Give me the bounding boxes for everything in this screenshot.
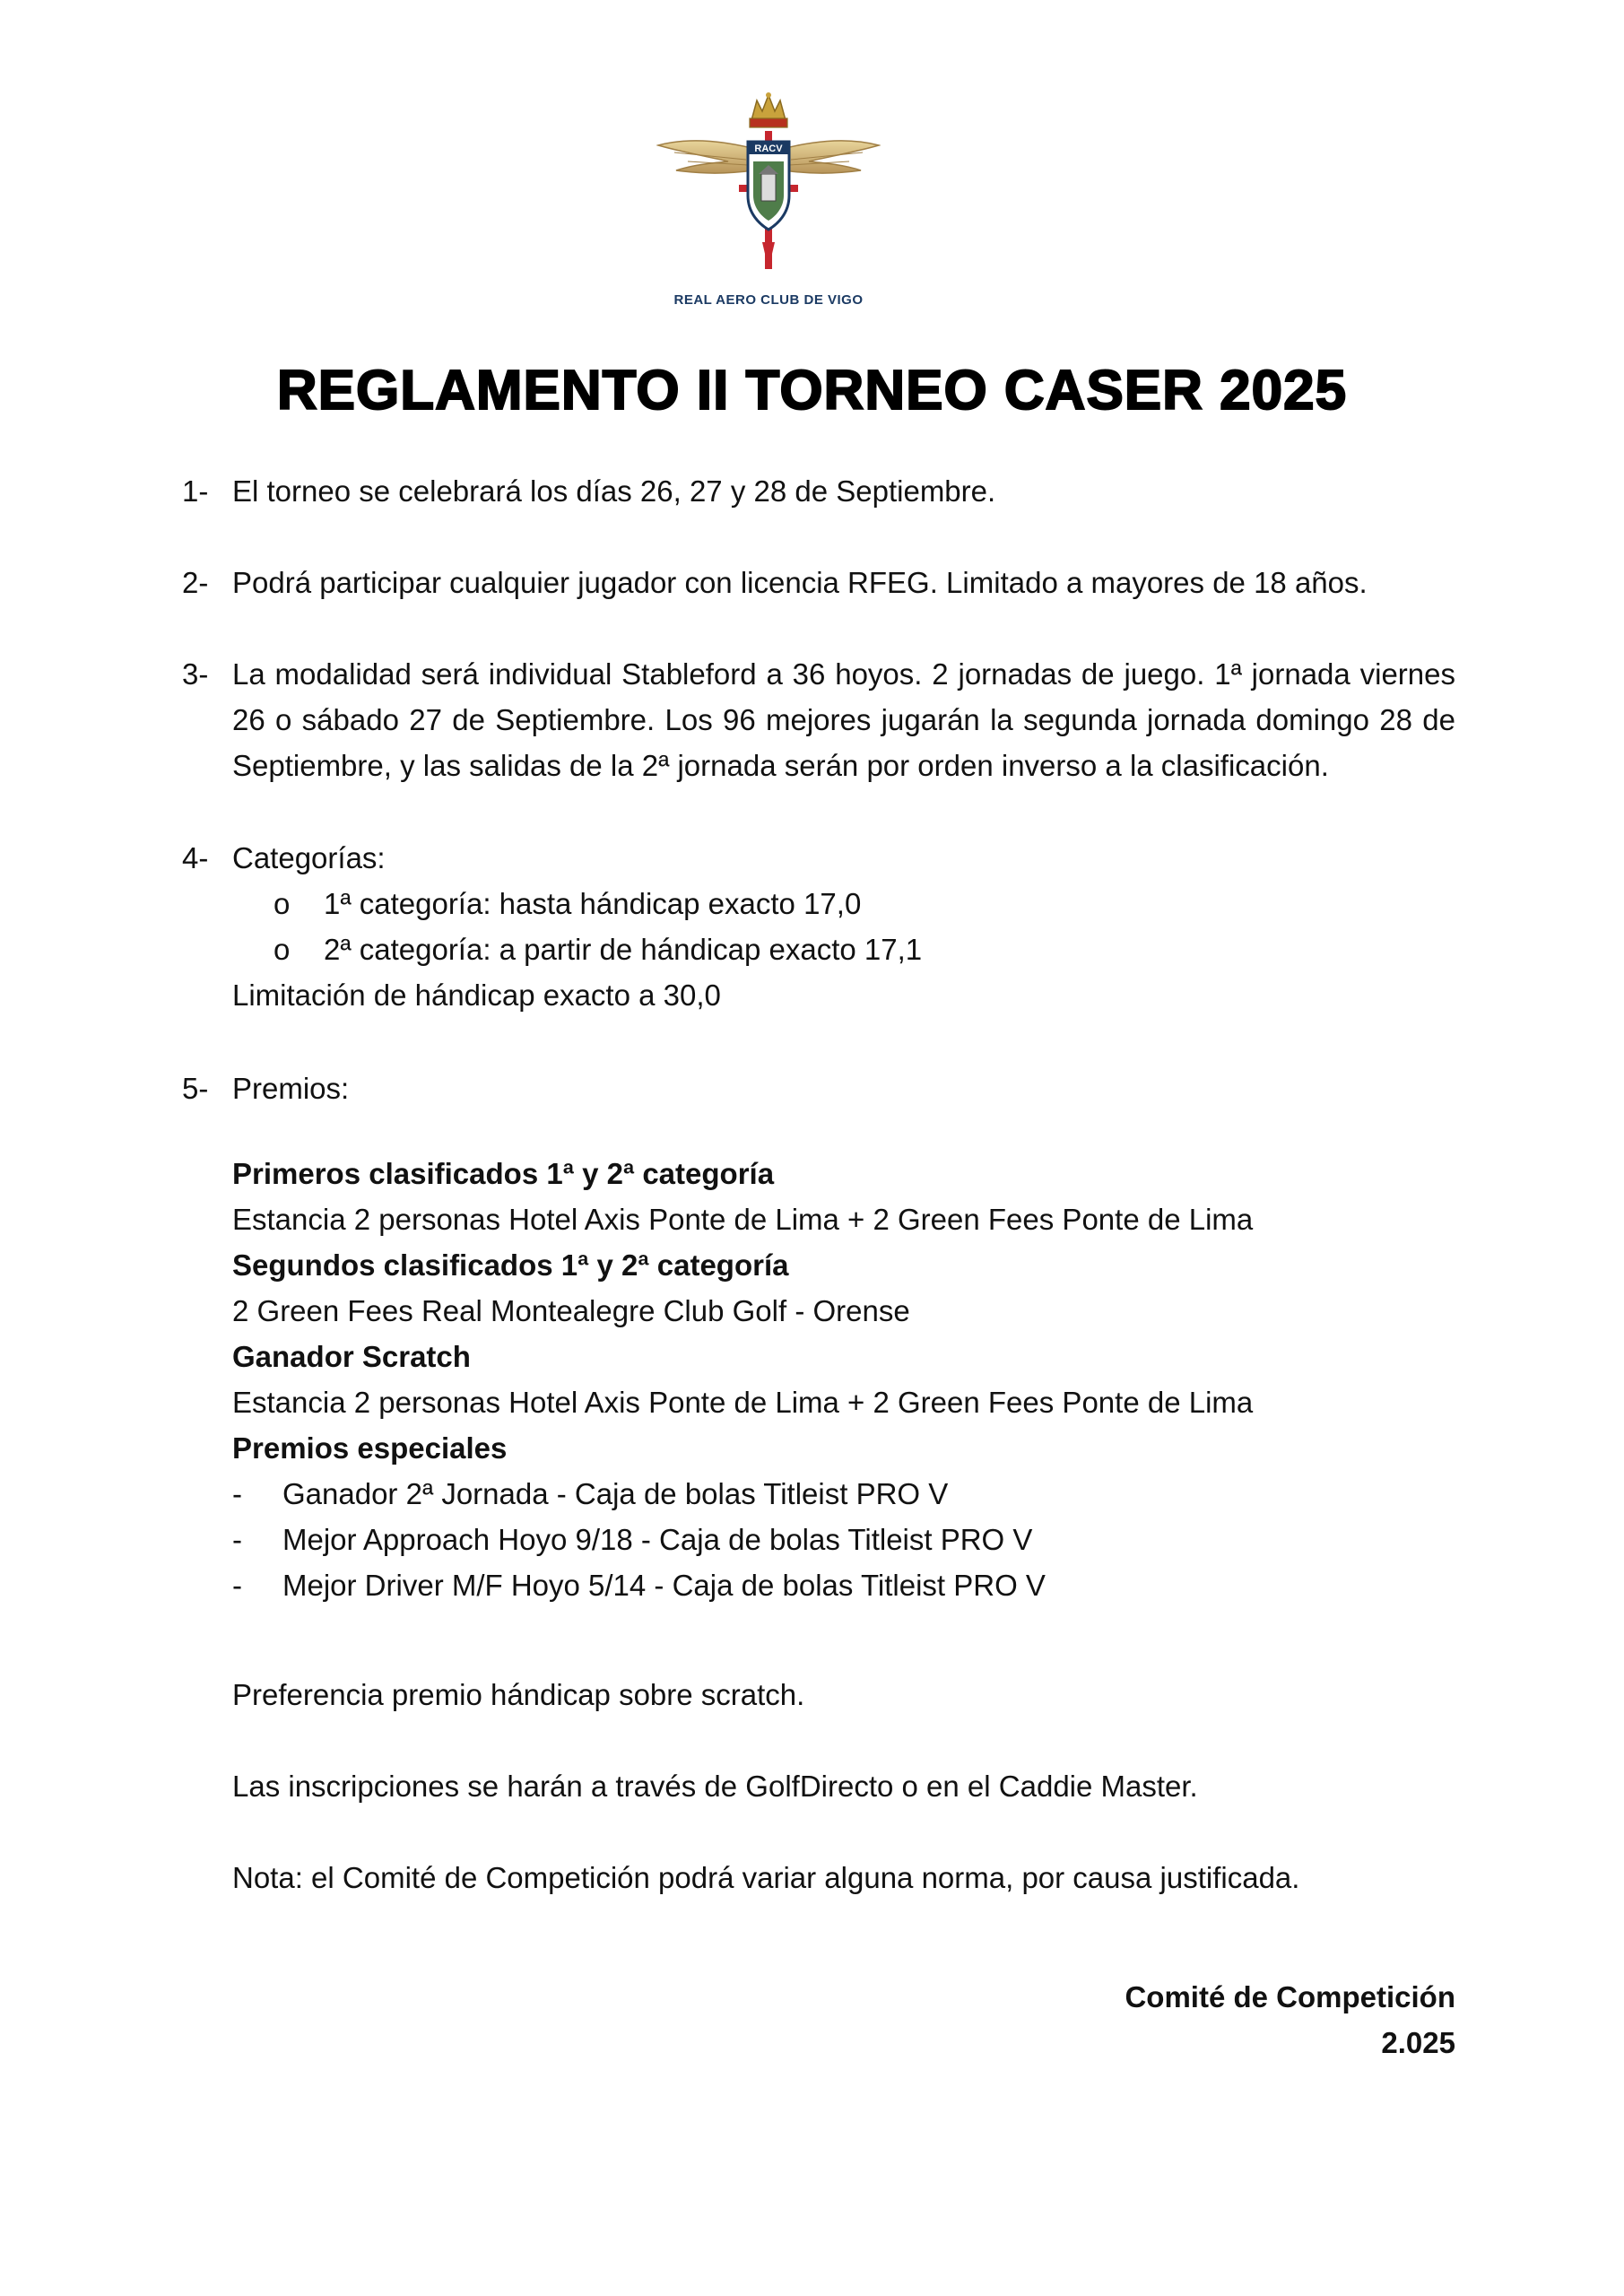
winged-shield-crown-icon xyxy=(656,90,881,296)
dash-bullet: - xyxy=(232,1523,242,1556)
category-item xyxy=(232,881,1455,926)
signature-committee: Comité de Competición xyxy=(1125,1980,1455,2013)
special-prize-item xyxy=(232,1562,1455,1608)
rule-text: Podrá participar cualquier jugador con licencia RFEG. Limitado a mayores de 18 años. xyxy=(232,566,1368,599)
preference-note: Preferencia premio hándicap sobre scratch. xyxy=(232,1678,805,1711)
prize-text: Estancia 2 personas Hotel Axis Ponte de Lima + 2 Green Fees Ponte de Lima xyxy=(232,1203,1254,1236)
category-item xyxy=(232,926,1455,972)
category-text: 1ª categoría: hasta hándicap exacto 17,0 xyxy=(324,887,862,920)
circle-bullet-icon: o xyxy=(274,887,291,920)
rule-text: Premios: xyxy=(232,1072,350,1105)
category-text: 2ª categoría: a partir de hándicap exacto 17,1 xyxy=(324,933,923,966)
special-prize-item xyxy=(232,1517,1455,1562)
registration-note: Las inscripciones se harán a través de GolfDirecto o en el Caddie Master. xyxy=(232,1770,1198,1803)
prize-text: Estancia 2 personas Hotel Axis Ponte de Lima + 2 Green Fees Ponte de Lima xyxy=(232,1386,1254,1419)
rule-number: 1- xyxy=(182,474,209,508)
rule-number: 5- xyxy=(182,1072,209,1105)
special-prize-text: Mejor Approach Hoyo 9/18 - Caja de bolas Titleist PRO V xyxy=(282,1523,1033,1556)
prize-heading: Primeros clasificados 1ª y 2ª categoría xyxy=(232,1157,775,1190)
prize-heading: Premios especiales xyxy=(232,1431,508,1465)
prize-heading: Segundos clasificados 1ª y 2ª categoría xyxy=(232,1248,789,1282)
rule-number: 3- xyxy=(182,657,209,691)
special-prize-text: Ganador 2ª Jornada - Caja de bolas Titleist PRO V xyxy=(282,1477,949,1510)
rule-number: 4- xyxy=(182,841,209,874)
prize-heading: Ganador Scratch xyxy=(232,1340,471,1373)
competition-note: Nota: el Comité de Competición podrá variar alguna norma, por causa justificada. xyxy=(232,1861,1300,1894)
dash-bullet: - xyxy=(232,1569,242,1602)
svg-text:RACV: RACV xyxy=(754,144,783,154)
document-title: REGLAMENTO II TORNEO CASER 2025 xyxy=(276,360,1348,422)
club-logo xyxy=(656,90,881,323)
rule-text: El torneo se celebrará los días 26, 27 y 28 de Septiembre. xyxy=(232,474,996,508)
rule-text: La modalidad será individual Stableford a 36 hoyos. 2 jornadas de juego. 1ª jornada viernes 26 o sábado 27 de Septiembre. Los 96 mejores jugarán la segunda jornada domingo 28 de Septiembre, y las salidas de la 2ª jornada serán por orden inverso a la clasificación. xyxy=(232,657,1455,782)
handicap-limit-note: Limitación de hándicap exacto a 30,0 xyxy=(232,978,721,1012)
dash-bullet: - xyxy=(232,1477,242,1510)
rule-content xyxy=(232,835,1455,1018)
logo-caption: REAL AERO CLUB DE VIGO xyxy=(673,292,864,308)
prize-text: 2 Green Fees Real Montealegre Club Golf - Orense xyxy=(232,1294,910,1327)
circle-bullet-icon: o xyxy=(274,933,291,966)
rule-text: Categorías: xyxy=(232,841,386,874)
signature-year: 2.025 xyxy=(1381,2026,1455,2059)
rule-number: 2- xyxy=(182,566,209,599)
special-prize-item xyxy=(232,1471,1455,1517)
special-prize-text: Mejor Driver M/F Hoyo 5/14 - Caja de bolas Titleist PRO V xyxy=(282,1569,1046,1602)
rule-content xyxy=(232,1065,1455,1608)
